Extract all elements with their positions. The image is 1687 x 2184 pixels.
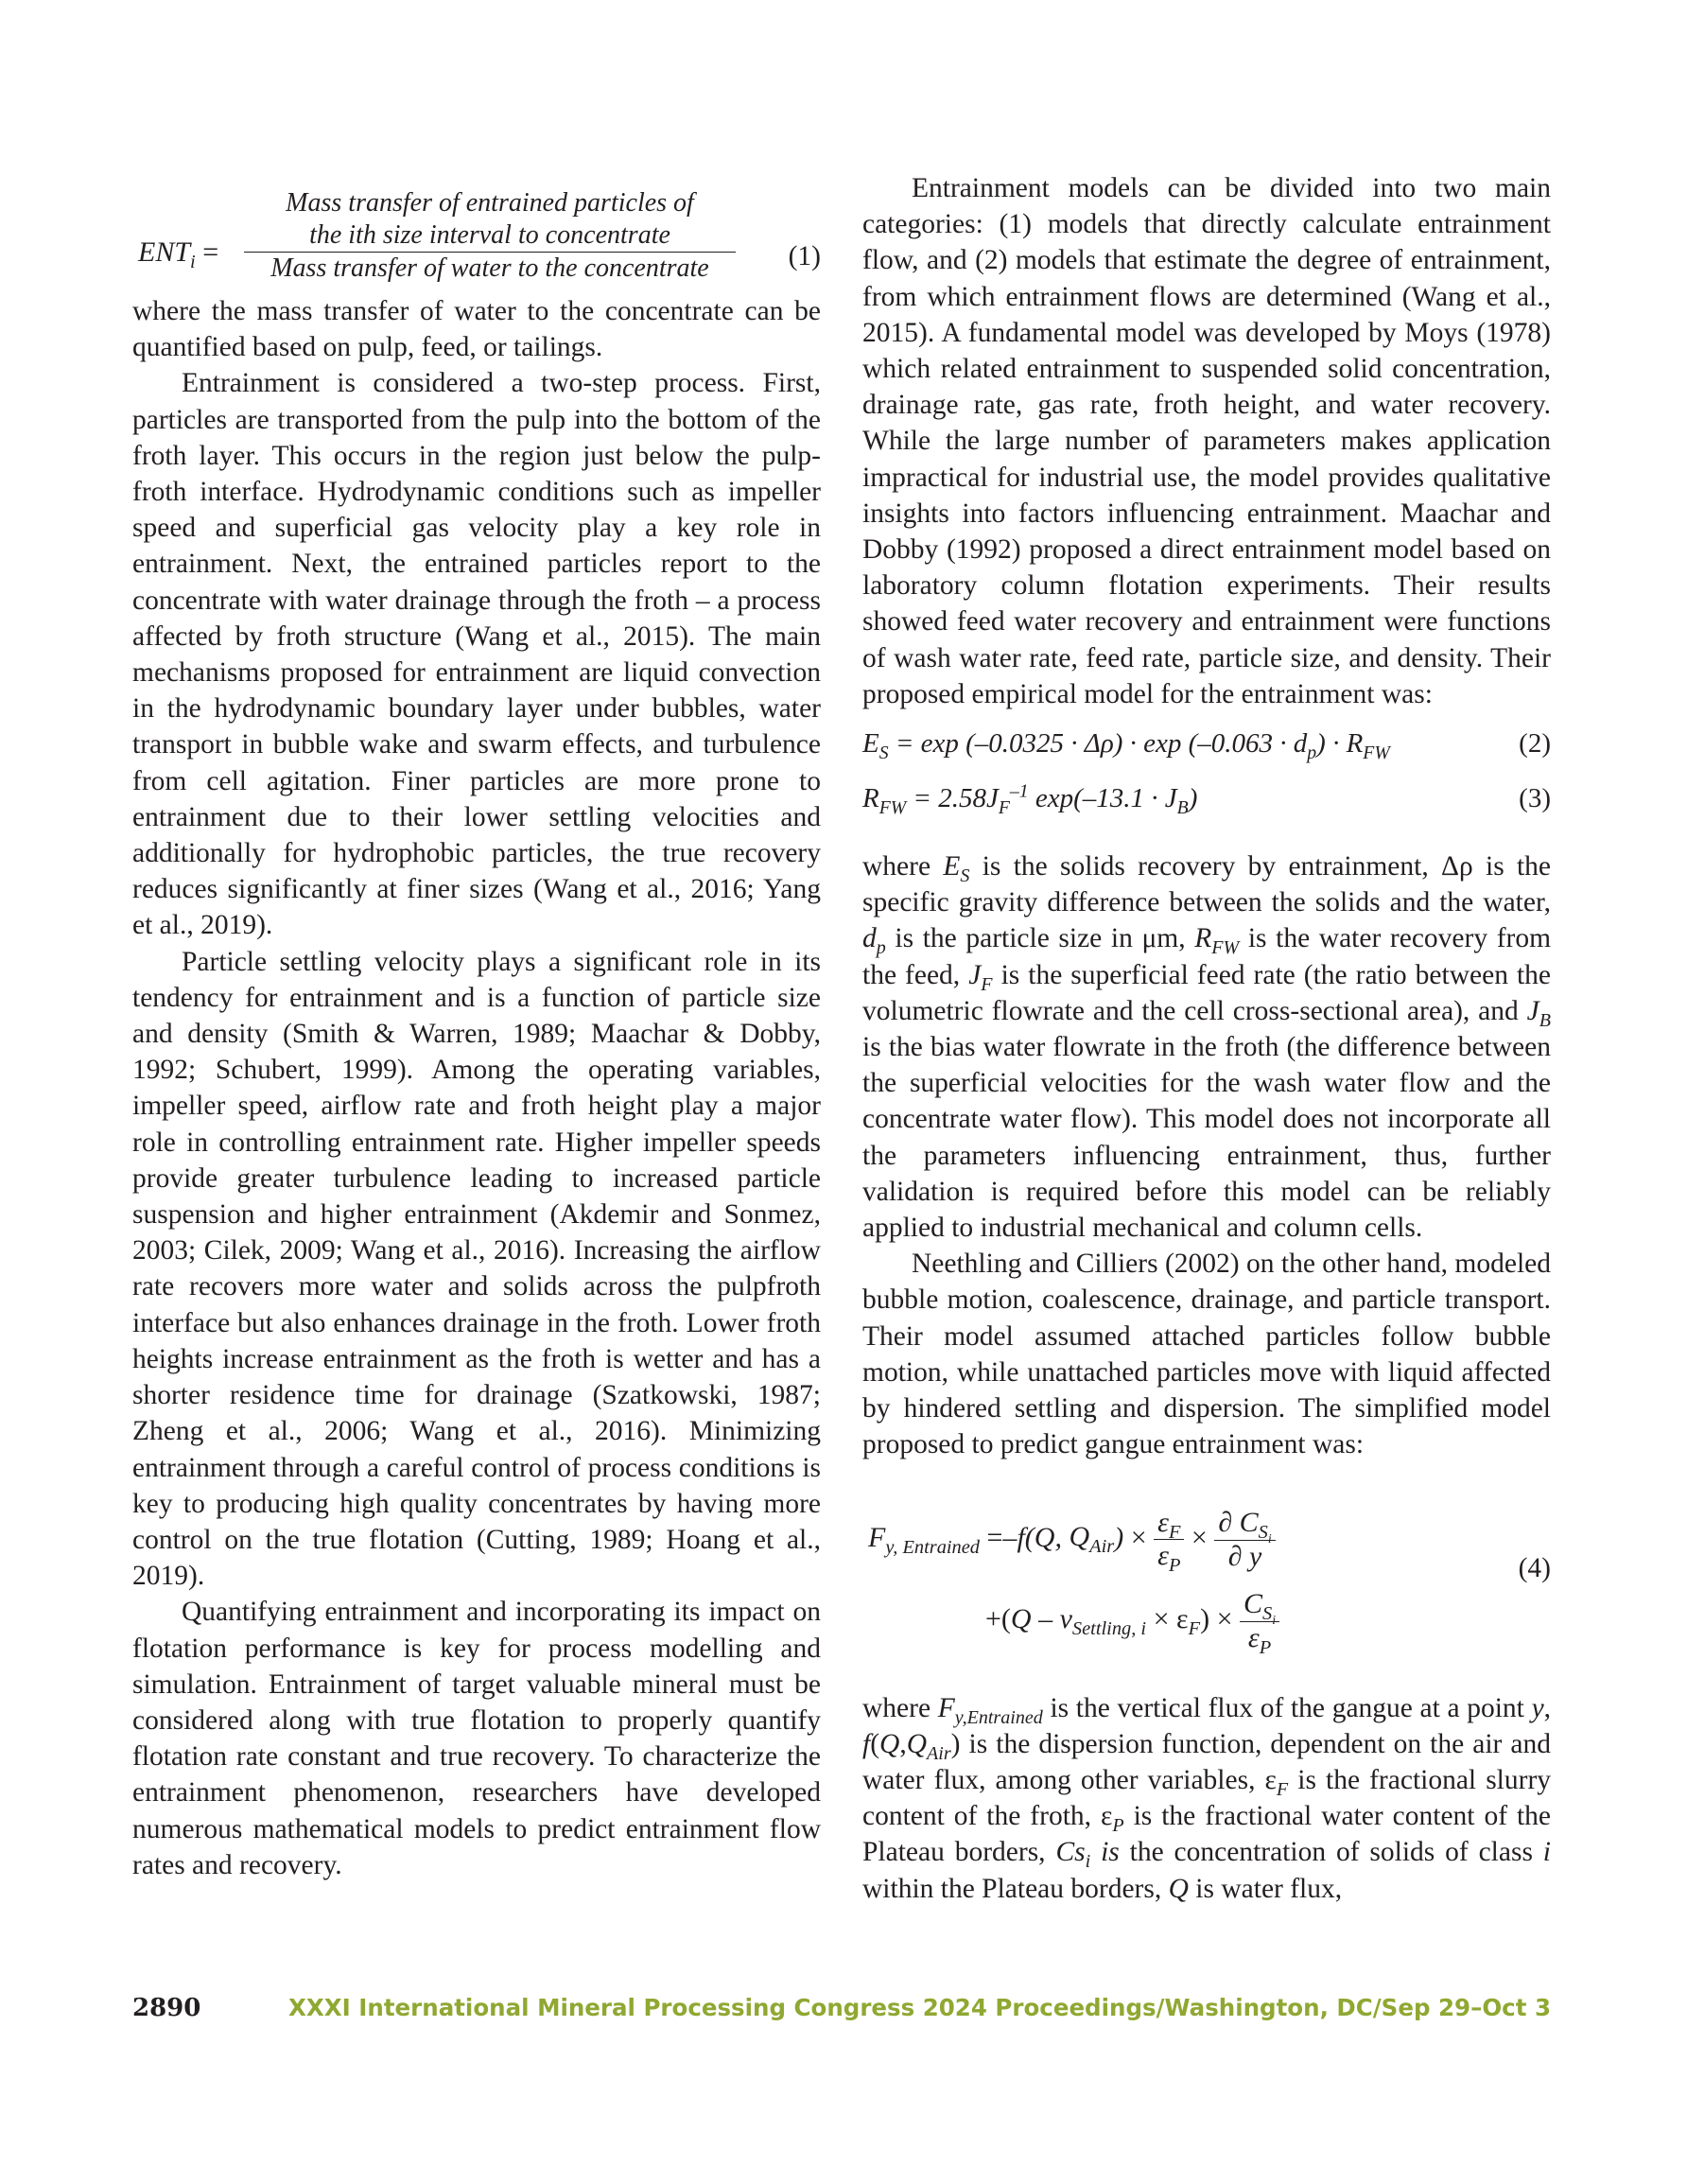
paragraph: where $F_{y,Entrained}$ is the vertical flux of the gangue at a point y, $f(Q,Q_{Air})$ is the dispersion function, dependent on the air and water flux, among other variables, $\varepsilon_F$ is the fractional slurry content of the froth, $\varepsilon_P$ is the fractional water content of the Plateau borders, $Cs_i$ is the concentration of solids of class i within the Plateau borders, Q is water flux, xyxy=(862,1692,1552,1904)
paragraph: Particle settling velocity plays a significant role in its tendency for entrainment and is a function of particle size and density (Smith & Warren, 1989; Maachar & Dobby, 1992; Schubert, 1999). Among the operating variables, impeller speed, airflow rate and froth height play a major role in controlling entrainment rate. Higher impeller speeds provide greater turbulence leading to increased particle suspension and higher entrainment (Akdemir and Sonmez, 2003; Cilek, 2009; Wang et al., 2016). Increasing the airflow rate recovers more water and solids across the pulpfroth interface but also enhances drainage in the froth. Lower froth heights increase entrainment as the froth is wetter and has a shorter residence time for drainage (Szatkowski, 1987; Zheng et al., 2006; Wang et al., 2016). Minimizing entrainment through a careful control of process conditions is key to producing high quality concentrates by having more control on the true flotation (Cutting, 1989; Hoang et al., 2019). xyxy=(132,946,821,1592)
right-column xyxy=(862,170,1551,1907)
page-number: 2890 xyxy=(132,1994,201,2022)
equation-1-number: (1) xyxy=(788,241,821,271)
left-column xyxy=(132,170,821,1883)
equation-3: $R_{FW} = 2.58J_F^{-1}$ $\exp(-13.1 \cdot J_B)$ (3) xyxy=(862,780,1551,818)
paragraph: Entrainment models can be divided into two main categories: (1) models that directly calculate entrainment flow, and (2) models that estimate the degree of entrainment, from which entrainment flows are determined (Wang et al., 2015). A fundamental model was developed by Moys (1978) which related entrainment to suspended solid concentration, drainage rate, gas rate, froth height, and water recovery. While the large number of parameters makes application impractical for industrial use, the model provides qualitative insights into factors influencing entrainment. Maachar and Dobby (1992) proposed a direct entrainment model based on laboratory column flotation experiments. Their results showed feed water recovery and entrainment were functions of wash water rate, feed rate, particle size, and density. Their proposed empirical model for the entrainment was: xyxy=(862,173,1551,709)
equation-2-number: (2) xyxy=(1519,728,1551,760)
equation-1-numerator-line-2: the ith size interval to concentrate xyxy=(244,219,736,253)
paragraph: Entrainment is considered a two-step process. First, particles are transported from the pulp into the bottom of the froth layer. This occurs in the region just below the pulp-froth interface. Hydrodynamic conditions such as impeller speed and superficial gas velocity play a key role in entrainment. Next, the entrained particles report to the concentrate with water drainage through the froth – a process affected by froth structure (Wang et al., 2015). The main mechanisms proposed for entrainment are liquid convection in the hydrodynamic boundary layer under bubbles, water transport in bubble wake and swarm effects, and turbulence from cell agitation. Finer particles are more prone to entrainment due to their lower settling velocities and additionally for hydrophobic particles, the true recovery reduces significantly at finer sizes (Wang et al., 2016; Yang et al., 2019). xyxy=(132,368,821,941)
equation-2: $E_S = \exp (-0.0325 \cdot \Delta\rho) \cdot \exp (-0.063 \cdot d_p) \cdot R_{FW}$ (2) xyxy=(862,725,1551,778)
equation-3-number: (3) xyxy=(1519,783,1551,814)
equation-4-number: (4) xyxy=(1518,1552,1551,1583)
equation-1-lhs: $ENT_i$ = xyxy=(138,236,219,272)
equation-1-fraction xyxy=(244,187,736,285)
equation-1-numerator-line-1: Mass transfer of entrained particles of xyxy=(286,188,694,218)
paragraph: where $E_S$ is the solids recovery by entrainment, Δρ is the specific gravity difference between the solids and the water, $d_p$ is the particle size in μm, $R_{FW}$ is the water recovery from the feed, $J_F$ is the superficial feed rate (the ratio between the volumetric flowrate and the cell cross-sectional area), and $J_B$ is the bias water flowrate in the froth (the difference between the superficial velocities for the wash water flow and the concentrate water flow). This model does not incorporate all the parameters influencing entrainment, thus, further validation is required before this model can be reliably applied to industrial mechanical and column cells. xyxy=(862,851,1552,1244)
paragraph: Neethling and Cilliers (2002) on the other hand, modeled bubble motion, coalescence, drainage, and particle transport. Their model assumed attached particles follow bubble motion, while unattached particles move with liquid affected by hindered settling and dispersion. The simplified model proposed to predict gangue entrainment was: xyxy=(862,1249,1551,1460)
equation-4: $F_{y, Entrained} =-f(Q$, $Q_{Air}$) × $\frac{\varepsilon_F}{\varepsilon_P}$ × ∂ $C_{S_i}$ ∂ y $+(Q - v_{Settling, i} \times \varepsilon_F)$ × $C_{S_i}$ $\varepsilon_P$ (4) xyxy=(868,1506,1551,1658)
equation-1-denominator: Mass transfer of water to the concentrate xyxy=(270,253,709,283)
page-footer xyxy=(132,1994,1551,2032)
equation-1 xyxy=(132,170,821,293)
paragraph: where the mass transfer of water to the concentrate can be quantified based on pulp, feed, or tailings. xyxy=(132,296,821,363)
conference-title: XXXI International Mineral Processing Congress 2024 Proceedings/Washington, DC/Sep 29–Oct 3 xyxy=(287,1994,1551,2021)
paragraph: Quantifying entrainment and incorporating its impact on flotation performance is key for process modelling and simulation. Entrainment of target valuable mineral must be considered along with true flotation to properly quantify flotation rate constant and true recovery. To characterize the entrainment phenomenon, researchers have developed numerous mathematical models to predict entrainment flow rates and recovery. xyxy=(132,1597,821,1880)
